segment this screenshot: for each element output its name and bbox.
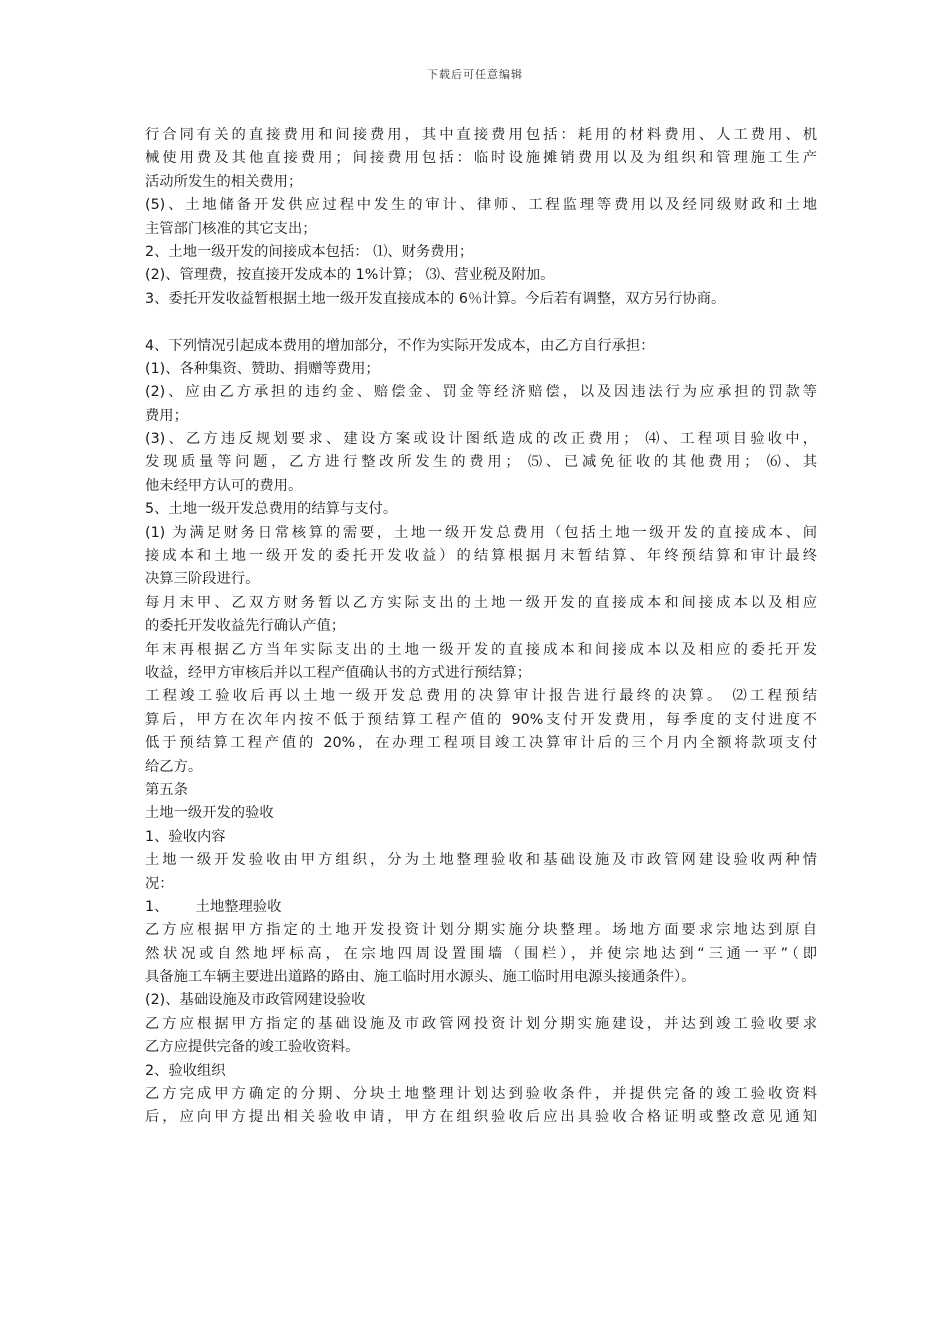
text-line: 接成本和土地一级开发的委托开发收益）的结算根据月末暂结算、年终预结算和审计最终 [145, 548, 817, 565]
text-line: 况： [145, 875, 174, 892]
text-line: 低于预结算工程产值的 20%，在办理工程项目竣工决算审计后的三个月内全额将款项支付 [145, 735, 817, 752]
text-line: 费用； [145, 407, 188, 424]
text-line: 活动所发生的相关费用； [145, 173, 303, 190]
text-line: 后，应向甲方提出相关验收申请，甲方在组织验收后应出具验收合格证明或整改意见通知 [145, 1109, 817, 1126]
text-line: 工程竣工验收后再以土地一级开发总费用的决算审计报告进行最终的决算。 ⑵工程预结 [145, 688, 817, 705]
text-line: 2、验收组织 [145, 1062, 226, 1079]
text-line: (3)、乙方违反规划要求、建设方案或设计图纸造成的改正费用； ⑷、工程项目验收中， [145, 431, 817, 448]
text-line: 乙方应提供完备的竣工验收资料。 [145, 1039, 360, 1056]
text-line: (2)、管理费，按直接开发成本的 1%计算； ⑶、营业税及附加。 [145, 267, 555, 284]
text-line: 3、委托开发收益暂根据土地一级开发直接成本的 6％计算。今后若有调整，双方另行协商。 [145, 290, 726, 307]
text-line: 的委托开发收益先行确认产值； [145, 618, 346, 635]
text-line: 4、下列情况引起成本费用的增加部分，不作为实际开发成本，由乙方自行承担： [145, 337, 655, 354]
text-line: 乙方完成甲方确定的分期、分块土地整理计划达到验收条件，并提供完备的竣工验收资料 [145, 1086, 817, 1103]
document-body [145, 124, 817, 1130]
text-line: 5、土地一级开发总费用的结算与支付。 [145, 501, 398, 518]
text-line: 发现质量等问题，乙方进行整改所发生的费用； ⑸、已减免征收的其他费用； ⑹、其 [145, 454, 817, 471]
text-line: 年末再根据乙方当年实际支出的土地一级开发的直接成本和间接成本以及相应的委托开发 [145, 641, 817, 658]
text-line: (2)、基础设施及市政管网建设验收 [145, 992, 366, 1009]
text-line: 2、土地一级开发的间接成本包括： ⑴、财务费用； [145, 243, 474, 260]
blank-line [145, 311, 817, 334]
text-line: 具备施工车辆主要进出道路的路由、施工临时用水源头、施工临时用电源头接通条件）。 [145, 969, 696, 986]
text-line: (5)、土地储备开发供应过程中发生的审计、律师、工程监理等费用以及经同级财政和土地 [145, 197, 817, 214]
text-line: 乙方应根据甲方指定的土地开发投资计划分期实施分块整理。场地方面要求宗地达到原自 [145, 922, 817, 939]
text-line: 土地一级开发验收由甲方组织，分为土地整理验收和基础设施及市政管网建设验收两种情 [145, 852, 817, 869]
text-line: 每月末甲、乙双方财务暂以乙方实际支出的土地一级开发的直接成本和间接成本以及相应 [145, 594, 817, 611]
text-line: 给乙方。 [145, 758, 203, 775]
text-line: 决算三阶段进行。 [145, 571, 260, 588]
text-line: 主管部门核准的其它支出； [145, 220, 317, 237]
text-line: 他未经甲方认可的费用。 [145, 477, 303, 494]
section-heading: 第五条 [145, 781, 188, 798]
text-line: (1)、各种集资、赞助、捐赠等费用； [145, 360, 380, 377]
text-line: 行合同有关的直接费用和间接费用，其中直接费用包括：耗用的材料费用、人工费用、机 [145, 127, 817, 143]
text-line: 收益，经甲方审核后并以工程产值确认书的方式进行预结算； [145, 664, 532, 681]
text-line: (1) 为满足财务日常核算的需要，土地一级开发总费用（包括土地一级开发的直接成本、间 [145, 524, 817, 541]
text-line: 1、 土地整理验收 [145, 898, 282, 915]
text-line: 然状况或自然地坪标高，在宗地四周设置围墙（围栏），并使宗地达到“三通一平”（即 [145, 945, 817, 962]
text-line: (2)、应由乙方承担的违约金、赔偿金、罚金等经济赔偿，以及因违法行为应承担的罚款等 [145, 384, 817, 401]
text-line: 1、验收内容 [145, 828, 226, 845]
text-line: 算后，甲方在次年内按不低于预结算工程产值的 90%支付开发费用，每季度的支付进度不 [145, 711, 817, 728]
section-title: 土地一级开发的验收 [145, 805, 274, 822]
text-line: 乙方应根据甲方指定的基础设施及市政管网投资计划分期实施建设，并达到竣工验收要求 [145, 1015, 817, 1032]
page-header-caption: 下载后可任意编辑 [427, 68, 523, 81]
text-line: 械使用费及其他直接费用；间接费用包括：临时设施摊销费用以及为组织和管理施工生产 [145, 150, 817, 167]
